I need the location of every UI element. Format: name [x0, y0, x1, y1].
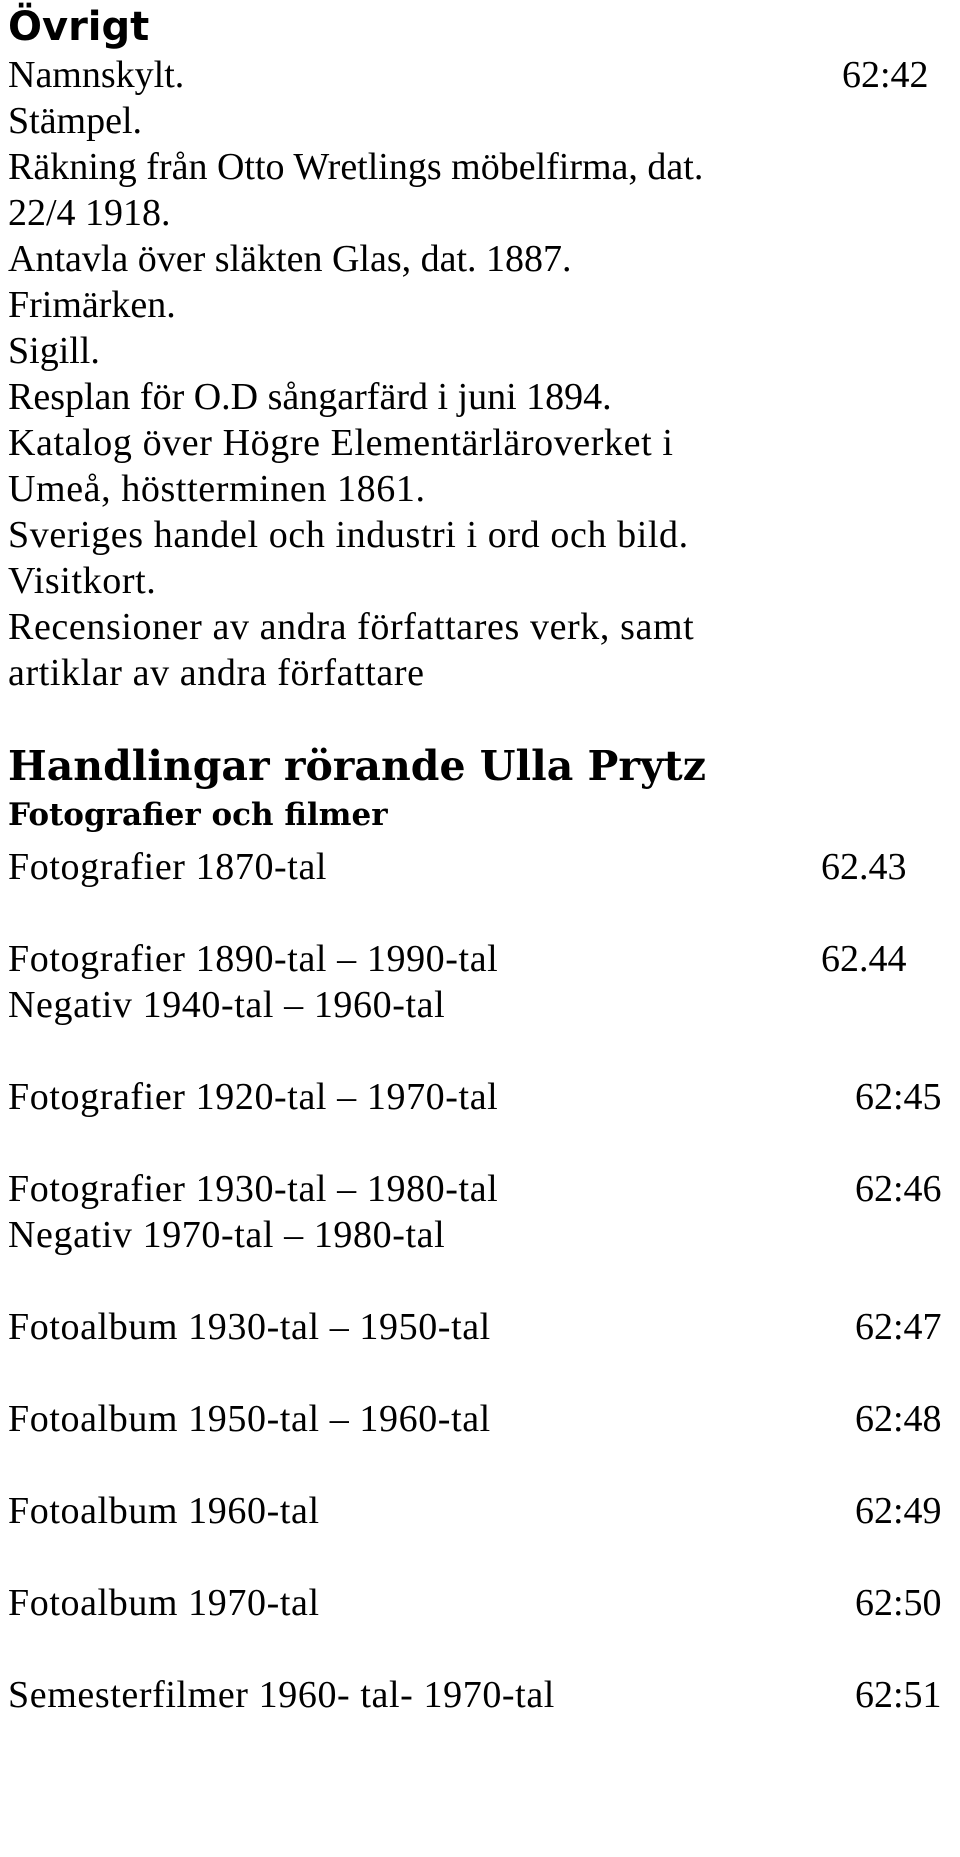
item-sigill: Sigill. — [8, 330, 100, 372]
entry-label: Fotografier 1920-tal – 1970-tal — [8, 1076, 499, 1118]
item-sveriges-handel: Sveriges handel och industri i ord och bild. — [8, 514, 689, 556]
entry-label: Fotografier 1930-tal – 1980-tal — [8, 1168, 499, 1210]
section-heading-ovrigt: Övrigt — [8, 4, 150, 50]
item-rakning: Räkning från Otto Wretlings möbelfirma, dat. — [8, 146, 704, 188]
entry-ref: 62.44 — [821, 938, 907, 980]
entry-label: Negativ 1970-tal – 1980-tal — [8, 1214, 446, 1256]
item-stampel: Stämpel. — [8, 100, 143, 142]
item-katalog-term: Umeå, höstterminen 1861. — [8, 468, 426, 510]
item-artiklar: artiklar av andra författare — [8, 652, 425, 694]
entry-ref: 62:46 — [855, 1168, 942, 1210]
item-namnskylt: Namnskylt. — [8, 54, 185, 96]
item-recensioner: Recensioner av andra författares verk, samt — [8, 606, 695, 648]
item-rakning-date: 22/4 1918. — [8, 192, 171, 234]
entry-label: Negativ 1940-tal – 1960-tal — [8, 984, 446, 1026]
item-resplan: Resplan för O.D sångarfärd i juni 1894. — [8, 376, 612, 418]
ref-ovrigt: 62:42 — [842, 54, 929, 96]
entry-ref: 62:47 — [855, 1306, 942, 1348]
entry-ref: 62:50 — [855, 1582, 942, 1624]
subheading-fotografier-filmer: Fotografier och filmer — [8, 797, 388, 833]
section-heading-ulla-prytz: Handlingar rörande Ulla Prytz — [8, 742, 707, 790]
item-visitkort: Visitkort. — [8, 560, 157, 602]
entry-ref: 62:51 — [855, 1674, 942, 1716]
entry-label: Fotografier 1870-tal — [8, 846, 328, 888]
entry-ref: 62:49 — [855, 1490, 942, 1532]
entry-ref: 62:48 — [855, 1398, 942, 1440]
entry-label: Fotoalbum 1970-tal — [8, 1582, 320, 1624]
entry-label: Fotografier 1890-tal – 1990-tal — [8, 938, 499, 980]
entry-label: Fotoalbum 1960-tal — [8, 1490, 320, 1532]
item-frimarken: Frimärken. — [8, 284, 176, 326]
entry-ref: 62.43 — [821, 846, 907, 888]
entry-label: Fotoalbum 1950-tal – 1960-tal — [8, 1398, 491, 1440]
entry-ref: 62:45 — [855, 1076, 942, 1118]
item-katalog: Katalog över Högre Elementärläroverket i — [8, 422, 674, 464]
item-antavla: Antavla över släkten Glas, dat. 1887. — [8, 238, 572, 280]
entry-label: Semesterfilmer 1960- tal- 1970-tal — [8, 1674, 555, 1716]
entry-label: Fotoalbum 1930-tal – 1950-tal — [8, 1306, 491, 1348]
